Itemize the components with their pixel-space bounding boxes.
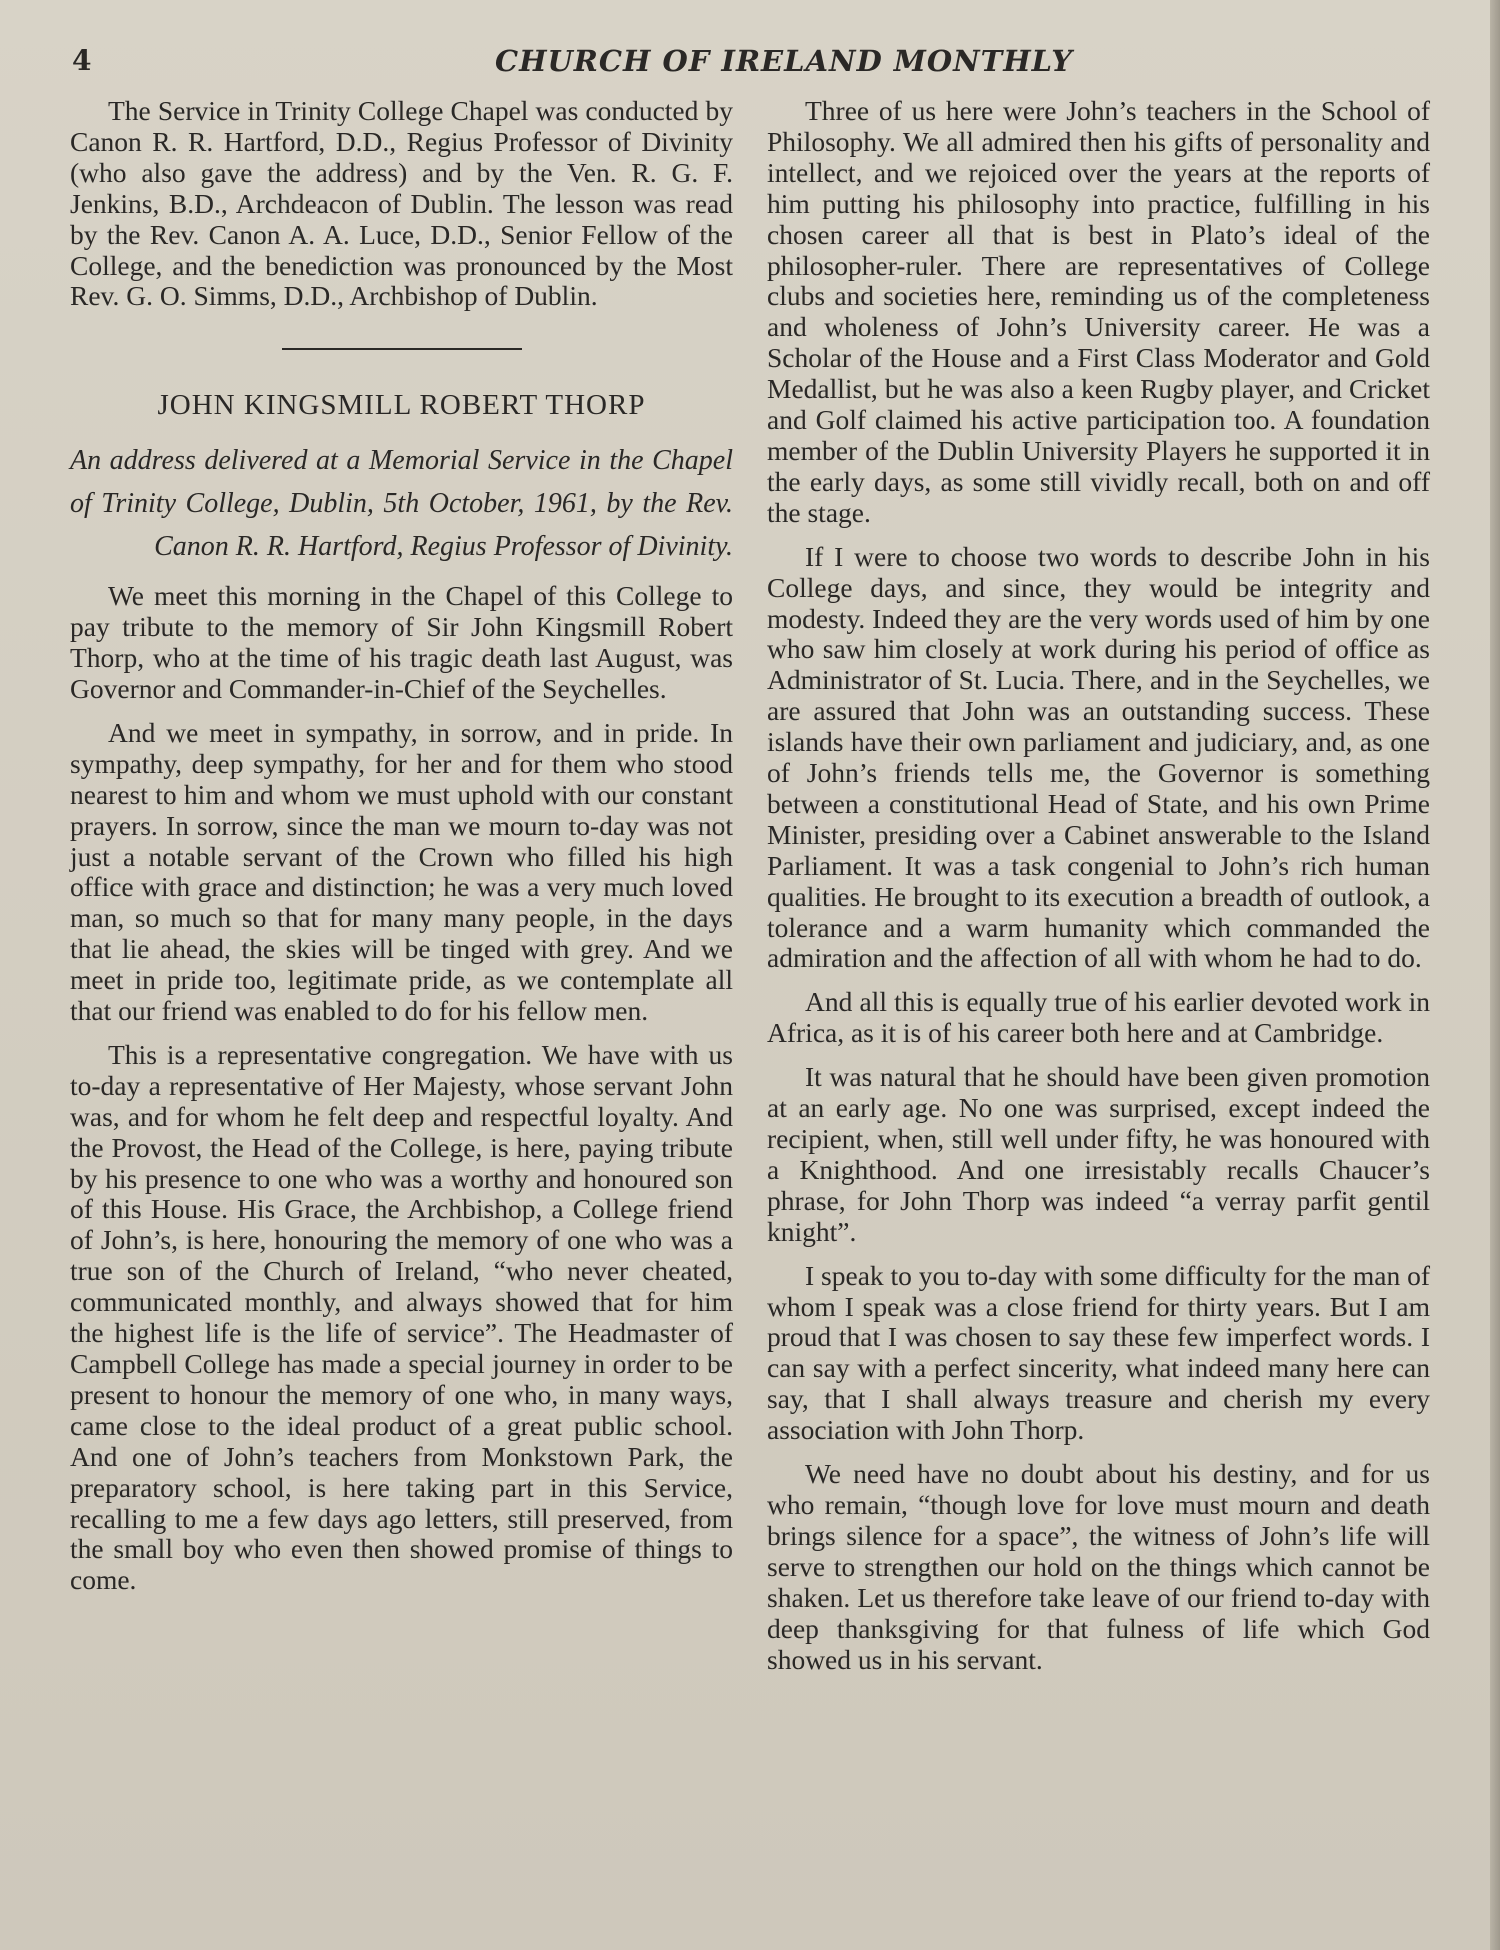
section-divider [282,348,522,350]
body-paragraph: We need have no doubt about his destiny, and for us who remain, “though love for love must mourn and death brings silence for a space”, the witness of John’s life will serve to strengthen our hold on the things which cannot be shaken. Let us therefore take leave of our friend to-day with deep thanksgiving for that fulness of life which God showed us in his servant. [767,1458,1430,1675]
body-paragraph: This is a representative congregation. We have with us to-day a representative of Her Majesty, whose servant John was, and for whom he felt deep and respectful loyalty. And the Provost, the Head of the College, is here, paying tribute by his presence to one who was a worthy and honoured son of this House. His Grace, the Archbishop, a College friend of John’s, is here, honouring the memory of one who was a true son of the Church of Ireland, “who never cheated, communicated monthly, and always showed that for him the highest life is the life of service”. The Headmaster of Campbell College has made a special journey in order to be present to honour the memory of one who, in many ways, came close to the ideal product of a great public school. And one of John’s teachers from Monkstown Park, the preparatory school, is here taking part in this Service, recalling to me a few days ago letters, still preserved, from the small boy who even then showed promise of things to come. [70,1038,733,1596]
body-paragraph: Three of us here were John’s teachers in the School of Philosophy. We all admired then his gifts of personality and intellect, and we rejoiced over the years at the reports of him putting his philosophy into practice, fulfilling in his chosen career all that is best in Plato’s ideal of the philosopher-ruler. There are representatives of College clubs and societies here, reminding us of the completeness and wholeness of John’s University career. He was a Scholar of the House and a First Class Moderator and Gold Medallist, but he was also a keen Rugby player, and Cricket and Golf claimed his active participation too. A foundation member of the Dublin University Players he supported it in the early days, as some still vividly recall, both on and off the stage. [767,95,1430,528]
page-edge-shadow [1490,0,1500,1950]
page-number: 4 [72,44,92,77]
article-subtitle: An address delivered at a Memorial Service in the Chapel of Trinity College, Dublin, 5th October, 1961, by the Rev. Canon R. R. Hartford, Regius Professor of Divinity. [70,445,733,563]
article-title: JOHN KINGSMILL ROBERT THORP [157,389,646,422]
left-column [70,96,733,1609]
body-paragraph: We meet this morning in the Chapel of this College to pay tribute to the memory of Sir John Kingsmill Robert Thorp, who at the time of his tragic death last August, was Governor and Commander-in-Chief of the Seychelles. [70,580,733,704]
service-intro-paragraph: The Service in Trinity College Chapel was conducted by Canon R. R. Hartford, D.D., Regius Professor of Divinity (who also gave the address) and by the Ven. R. G. F. Jenkins, B.D., Archdeacon of Dublin. The lesson was read by the Rev. Canon A. A. Luce, D.D., Senior Fellow of the College, and the benediction was pronounced by the Most Rev. G. O. Simms, D.D., Archbishop of Dublin. [70,95,733,312]
body-paragraph: If I were to choose two words to describe John in his College days, and since, they would be integrity and modesty. Indeed they are the very words used of him by one who saw him closely at work during his period of office as Administrator of St. Lucia. There, and in the Seychelles, we are assured that John was an outstanding success. These islands have their own parliament and judiciary, and, as one of John’s friends tells me, the Governor is something between a constitutional Head of State, and his own Prime Minister, presiding over a Cabinet answerable to the Island Parliament. It was a task congenial to John’s rich human qualities. He brought to its execution a breadth of outlook, a tolerance and a warm humanity which commanded the admiration and the affection of all with whom he had to do. [767,540,1430,974]
body-paragraph: I speak to you to-day with some difficulty for the man of whom I speak was a close friend for thirty years. But I am proud that I was chosen to say these few imperfect words. I can say with a perfect sincerity, what indeed many here can say, that I shall always treasure and cherish my every association with John Thorp. [767,1259,1430,1446]
body-paragraph: And all this is equally true of his earlier devoted work in Africa, as it is of his career both here and at Cambridge. [767,986,1430,1049]
publication-title: CHURCH OF IRELAND MONTHLY [495,44,1073,78]
right-column [767,96,1430,1688]
body-paragraph: It was natural that he should have been given promotion at an early age. No one was surprised, except indeed the recipient, when, still well under fifty, he was honoured with a Knighthood. And one irresistably recalls Chaucer’s phrase, for John Thorp was indeed “a verray parfit gentil knight”. [767,1061,1430,1247]
body-paragraph: And we meet in sympathy, in sorrow, and in pride. In sympathy, deep sympathy, for her and for them who stood nearest to him and whom we must uphold with our constant prayers. In sorrow, since the man we mourn to-day was not just a notable servant of the Crown who filled his high office with grace and distinction; he was a very much loved man, so much so that for many many people, in the days that lie ahead, the skies will be tinged with grey. And we meet in pride too, legitimate pride, as we contemplate all that our friend was enabled to do for his fellow men. [70,716,733,1027]
